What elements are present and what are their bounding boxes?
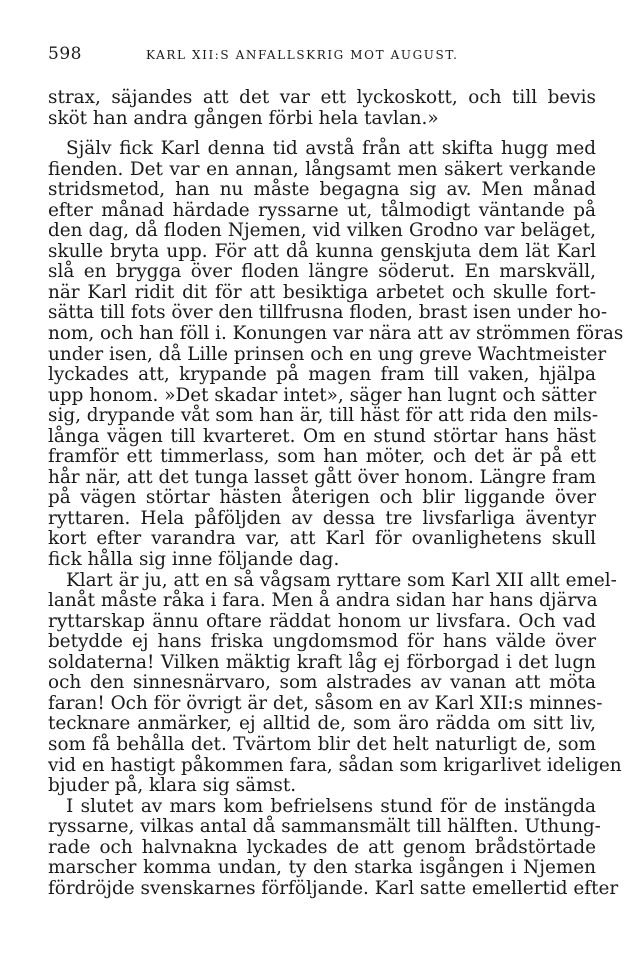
text-line: Själv fick Karl denna tid avstå från att skifta hugg med	[66, 138, 596, 160]
text-line: soldaterna! Vilken mäktig kraft låg ej förborgad i det lugn	[48, 651, 596, 673]
text-line: faran! Och för övrigt är det, såsom en av Karl XII:s minnes-	[48, 692, 603, 714]
text-line: Klart är ju, att en så vågsam ryttare som Karl XII allt emel-	[66, 569, 617, 591]
text-line: sköt han andra gången förbi hela tavlan.»	[48, 107, 439, 129]
text-line: sig, drypande våt som han är, till häst för att rida den mils-	[48, 405, 599, 427]
text-line: strax, säjandes att det var ett lyckoskott, och till bevis	[48, 87, 596, 108]
paragraph	[48, 138, 624, 571]
paragraph	[48, 569, 622, 797]
text-line: på vägen störtar hästen återigen och blir liggande över	[48, 487, 596, 509]
text-line: ryssarne, vilkas antal då sammansmält till hälften. Uthung-	[48, 816, 601, 838]
text-line: ryttaren. Hela påföljden av dessa tre livsfarliga äventyr	[48, 507, 596, 529]
text-line: ryttarskap ännu oftare räddat honom ur livsfara. Och vad	[48, 610, 596, 632]
body-text	[48, 87, 624, 899]
text-line: framför ett timmerlass, som han möter, och det är på ett	[48, 446, 596, 468]
text-line: hår när, att det tunga lasset gått över honom. Längre fram	[48, 466, 596, 488]
page-header	[48, 44, 593, 66]
text-line: fördröjde svenskarnes förföljande. Karl satte emellertid efter	[48, 877, 619, 899]
text-line: när Karl ridit dit för att besiktiga arbetet och skulle fort-	[48, 281, 596, 303]
text-line: vid en hastigt påkommen fara, sådan som krigarlivet ideligen	[48, 754, 622, 776]
text-line: efter månad härdade ryssarne ut, tålmodigt väntande på	[48, 199, 596, 221]
text-line: skulle bryta upp. För att då kunna genskjuta dem lät Karl	[48, 240, 596, 262]
text-line: fienden. Det var en annan, långsamt men säkert verkande	[48, 158, 596, 180]
text-line: sätta till fots över den tillfrusna floden, brast isen under ho-	[48, 302, 608, 324]
text-line: stridsmetod, han nu måste begagna sig av. Men månad	[48, 179, 596, 201]
text-line: lanåt måste råka i fara. Men å andra sidan har hans djärva	[48, 590, 598, 612]
text-line: upp honom. »Det skadar intet», säger han lugnt och sätter	[48, 384, 597, 406]
text-line: fick hålla sig inne följande dag.	[48, 549, 340, 571]
text-line: I slutet av mars kom befrielsens stund för de instängda	[66, 795, 596, 817]
paragraph	[48, 88, 596, 129]
text-line: den dag, då floden Njemen, vid vilken Grodno var beläget,	[48, 220, 596, 242]
text-line: rade och halvnakna lyckades de att genom brådstörtade	[48, 836, 596, 858]
paragraph	[48, 795, 619, 900]
text-line: lyckades att, krypande på magen fram till vaken, hjälpa	[48, 364, 596, 386]
text-line: nom, och han föll i. Konungen var nära att av strömmen föras	[48, 323, 624, 345]
text-line: och den sinnesnärvaro, som alstrades av vanan att möta	[48, 672, 596, 694]
text-line: slå en brygga över floden längre söderut. En marskväll,	[48, 261, 596, 283]
text-line: kort efter varandra var, att Karl för ovanlighetens skull	[48, 528, 596, 550]
text-line: marscher komma undan, ty den starka isgången i Njemen	[48, 857, 596, 879]
running-head: KARL XII:S ANFALLSKRIG MOT AUGUST.	[146, 48, 459, 62]
page-number: 598	[48, 44, 82, 64]
text-line: bjuder på, klara sig sämst.	[48, 775, 297, 797]
text-line: tecknare anmärker, ej alltid de, som äro rädda om sitt liv,	[48, 713, 596, 735]
text-line: långa vägen till kvarteret. Om en stund störtar hans häst	[48, 425, 596, 447]
text-line: under isen, då Lille prinsen och en ung greve Wachtmeister	[48, 343, 607, 365]
text-line: som få behålla det. Tvärtom blir det helt naturligt de, som	[48, 733, 596, 755]
text-line: betydde ej hans friska ungdomsmod för hans välde över	[48, 631, 596, 653]
